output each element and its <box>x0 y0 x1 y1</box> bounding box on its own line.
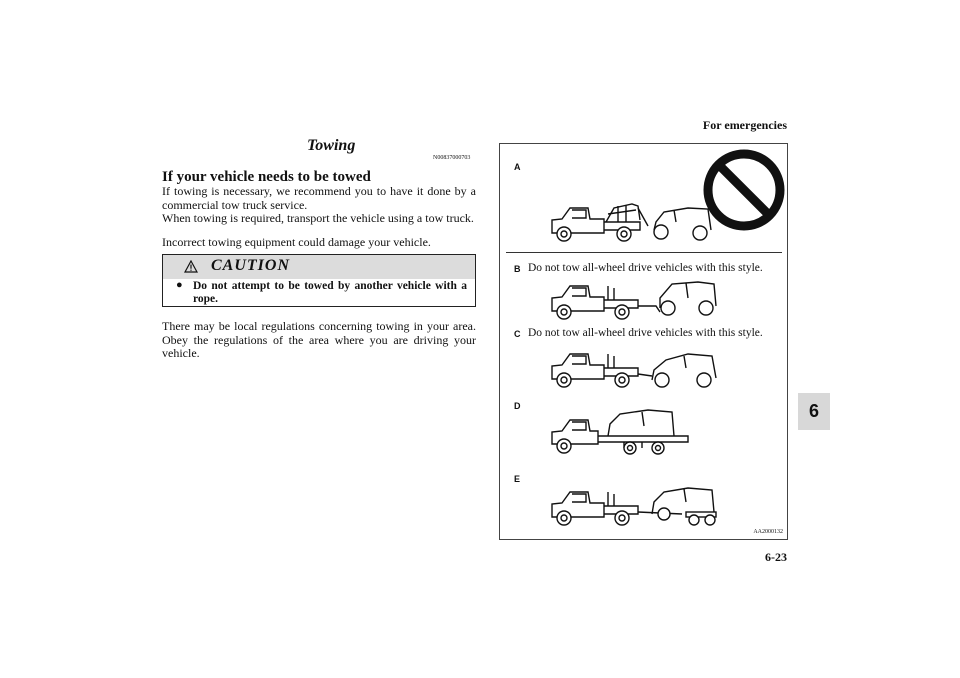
figure-divider <box>506 252 782 253</box>
tow-truck-chain-illustration <box>548 200 720 246</box>
towing-methods-figure <box>499 143 788 540</box>
warning-triangle-icon <box>184 260 198 273</box>
bullet-icon: ● <box>176 279 183 291</box>
figure-label-c: C <box>514 329 521 339</box>
caution-header <box>163 255 475 279</box>
paragraph: When towing is required, transport the vehicle using a tow truck. <box>162 211 474 225</box>
figure-label-a: A <box>514 162 521 172</box>
section-header: For emergencies <box>702 118 787 132</box>
tow-truck-wheel-lift-illustration <box>548 278 720 324</box>
figure-code: AA2000132 <box>753 529 783 535</box>
paragraph: There may be local regulations concerning towing in your area. Obey the regulations of the area where you are driving your vehicle. <box>162 319 476 360</box>
section-heading: If your vehicle needs to be towed <box>162 169 371 185</box>
page-number: 6-23 <box>765 550 787 564</box>
page-title: Towing <box>307 137 356 154</box>
caution-box <box>162 254 476 307</box>
reference-code: N00837000703 <box>433 155 471 161</box>
figure-label-b: B <box>514 264 521 274</box>
tow-truck-rear-lift-illustration <box>548 346 720 392</box>
figure-note-c: Do not tow all-wheel drive vehicles with this style. <box>528 327 763 339</box>
flatbed-truck-illustration <box>548 408 698 458</box>
paragraph: Incorrect towing equipment could damage your vehicle. <box>162 235 431 249</box>
tow-dolly-illustration <box>548 484 720 530</box>
chapter-tab[interactable]: 6 <box>798 393 830 430</box>
figure-label-e: E <box>514 474 521 484</box>
figure-note-b: Do not tow all-wheel drive vehicles with this style. <box>528 262 763 274</box>
figure-label-d: D <box>514 401 521 411</box>
caution-text: Do not attempt to be towed by another vehicle with a rope. <box>193 280 467 305</box>
caution-title: CAUTION <box>211 257 291 274</box>
paragraph: If towing is necessary, we recommend you to have it done by a commercial tow truck service. <box>162 184 476 212</box>
